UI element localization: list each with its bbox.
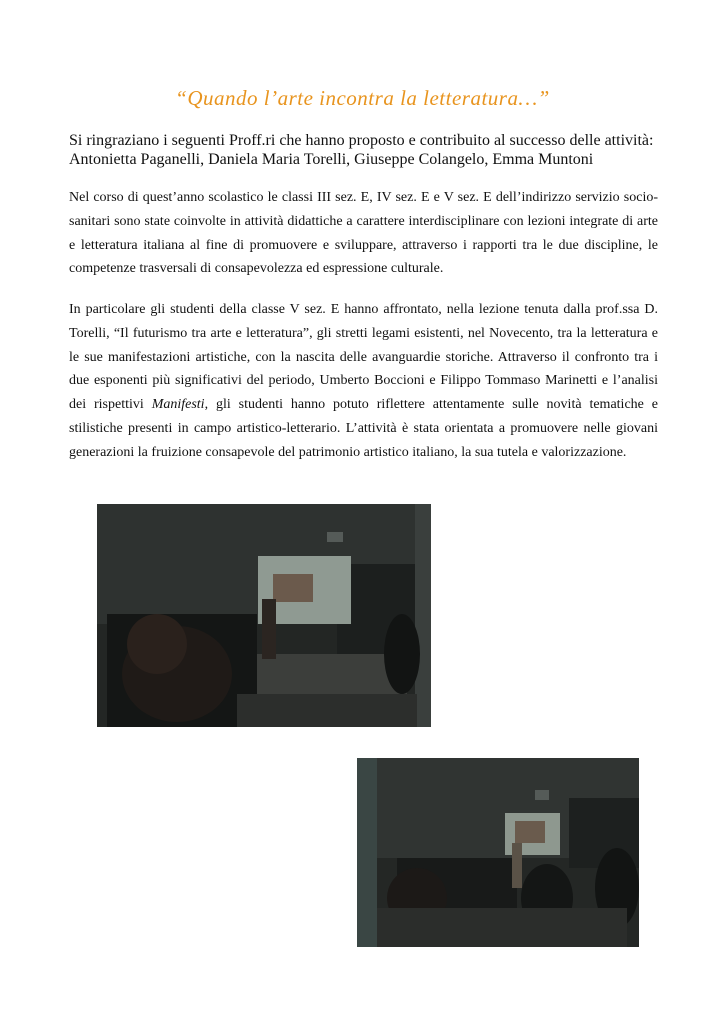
paragraph-futurism-text-end: , gli studenti hanno potuto riflettere attentamente sulle novità tematiche e stilistiche presenti in campo artistico-letterario. L’attività è stata orientata a promuovere nelle giovani generazioni la fruizione consapevole del patrimonio artistico italiano, la sua tutela e valorizzazione. — [69, 397, 658, 460]
manifesti-emphasis: Manifesti — [151, 397, 205, 413]
classroom-photo-2-image — [357, 758, 639, 947]
paragraph-futurism — [69, 298, 658, 465]
paragraph-futurism-text: In particolare gli studenti della classe V sez. E hanno affrontato, nella lezione tenuta dalla prof.ssa D. Torelli, “Il futurismo tra arte e letteratura”, gli stretti legami esistenti, nel Novecento, tra la letteratura e le sue manifestazioni artistiche, con la nascita delle avanguardie storiche. Attraverso il confronto tra i due esponenti più significativi del periodo, Umberto Boccioni e Filippo Tommaso Marinetti e l’analisi dei rispettivi — [69, 302, 658, 413]
page-title: “Quando l’arte incontra la letteratura…” — [175, 86, 550, 110]
acknowledgements — [69, 131, 669, 169]
acknowledgements-intro: Si ringraziano i seguenti Proff.ri che hanno proposto e contribuito al successo delle attività: — [69, 132, 654, 149]
classroom-photo-2 — [357, 758, 639, 947]
classroom-photo-1 — [97, 504, 431, 727]
classroom-photo-1-image — [97, 504, 431, 727]
paragraph-classes: Nel corso di quest’anno scolastico le classi III sez. E, IV sez. E e V sez. E dell’indirizzo servizio socio-sanitari sono state coinvolte in attività didattiche a carattere interdisciplinare con lezioni integrate di arte e letteratura italiana al fine di promuovere e sviluppare, attraverso i rapporti tra le due discipline, le competenze trasversali di consapevolezza ed espressione culturale. — [69, 190, 658, 277]
acknowledgements-names: Antonietta Paganelli, Daniela Maria Torelli, Giuseppe Colangelo, Emma Muntoni — [69, 151, 594, 168]
